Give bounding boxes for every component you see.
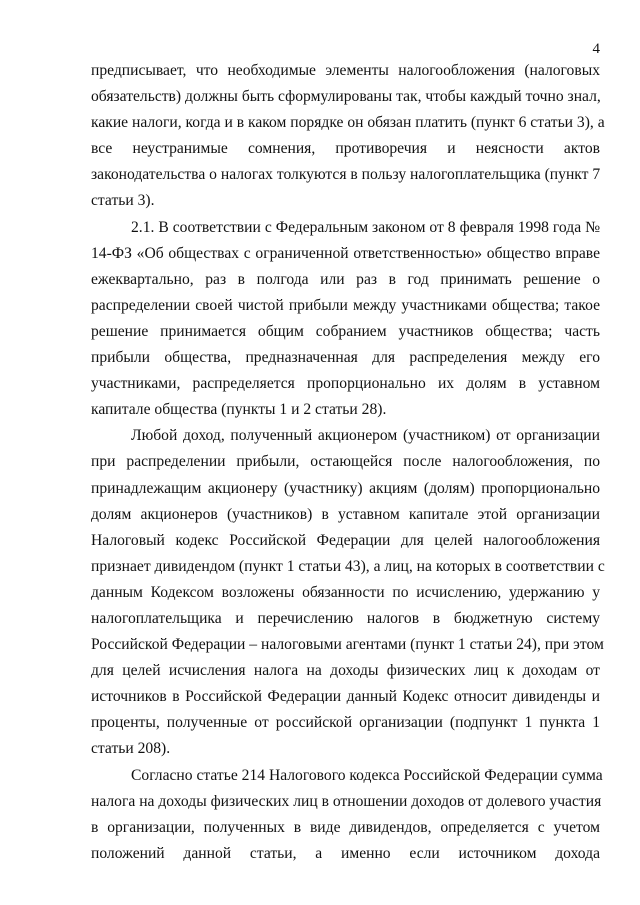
text-line: распределении своей чистой прибыли между участниками общества; такое: [91, 296, 600, 314]
text-line: налогоплательщика и перечислению налогов в бюджетную систему: [91, 609, 600, 627]
text-line: при распределении прибыли, остающейся после налогообложения, по: [91, 453, 600, 471]
text-line: в организации, полученных в виде дивидендов, определяется с учетом: [91, 818, 600, 836]
text-line: обязательств) должны быть сформулированы так, чтобы каждый точно знал,: [91, 88, 601, 106]
page-number: 4: [592, 41, 600, 57]
text-line: статьи 3).: [91, 192, 155, 210]
text-line: Согласно статье 214 Налогового кодекса Российской Федерации сумма: [131, 766, 603, 784]
text-line: Российской Федерации – налоговыми агентами (пункт 1 статьи 24), при этом: [91, 636, 604, 654]
text-line: Налоговый кодекс Российской Федерации для целей налогообложения: [91, 531, 600, 549]
text-line: капитале общества (пункты 1 и 2 статьи 28).: [91, 401, 387, 419]
text-line: все неустранимые сомнения, противоречия и неясности актов: [91, 140, 600, 158]
paragraph-3: [91, 423, 605, 762]
text-line: 2.1. В соответствии с Федеральным законом от 8 февраля 1998 года №: [131, 218, 600, 236]
text-line: положений данной статьи, а именно если источником дохода: [91, 844, 600, 862]
text-line: 14-ФЗ «Об обществах с ограниченной ответственностью» общество вправе: [91, 244, 600, 262]
paragraph-2: [91, 215, 600, 424]
text-line: участниками, распределяется пропорционально их долям в уставном: [91, 375, 600, 393]
text-line: Любой доход, полученный акционером (участником) от организации: [131, 427, 600, 445]
text-line: источников в Российской Федерации данный Кодекс относит дивиденды и: [91, 688, 600, 706]
text-line: ежеквартально, раз в полгода или раз в год принимать решение о: [91, 270, 600, 288]
text-line: долям акционеров (участников) в уставном капитале этой организации: [91, 505, 600, 523]
text-line: прибыли общества, предназначенная для распределения между его: [91, 349, 600, 367]
text-line: проценты, полученные от российской организации (подпункт 1 пункта 1: [91, 714, 600, 732]
text-line: принадлежащим акционеру (участнику) акциям (долям) пропорционально: [91, 479, 600, 497]
text-line: данным Кодексом возложены обязанности по исчислению, удержанию у: [91, 583, 600, 601]
text-line: статьи 208).: [91, 740, 171, 758]
text-line: для целей исчисления налога на доходы физических лиц к доходам от: [91, 662, 600, 680]
document-body: [91, 58, 605, 867]
text-line: какие налоги, когда и в каком порядке он обязан платить (пункт 6 статьи 3), а: [91, 114, 605, 132]
text-line: решение принимается общим собранием участников общества; часть: [91, 322, 600, 340]
paragraph-1: [91, 58, 605, 215]
text-line: налога на доходы физических лиц в отношении доходов от долевого участия: [91, 792, 602, 810]
text-line: предписывает, что необходимые элементы налогообложения (налоговых: [91, 62, 600, 79]
text-line: законодательства о налогах толкуются в пользу налогоплательщика (пункт 7: [91, 166, 601, 184]
text-line: признает дивидендом (пункт 1 статьи 43), а лиц, на которых в соответствии с: [91, 557, 605, 575]
paragraph-4: [91, 763, 603, 867]
